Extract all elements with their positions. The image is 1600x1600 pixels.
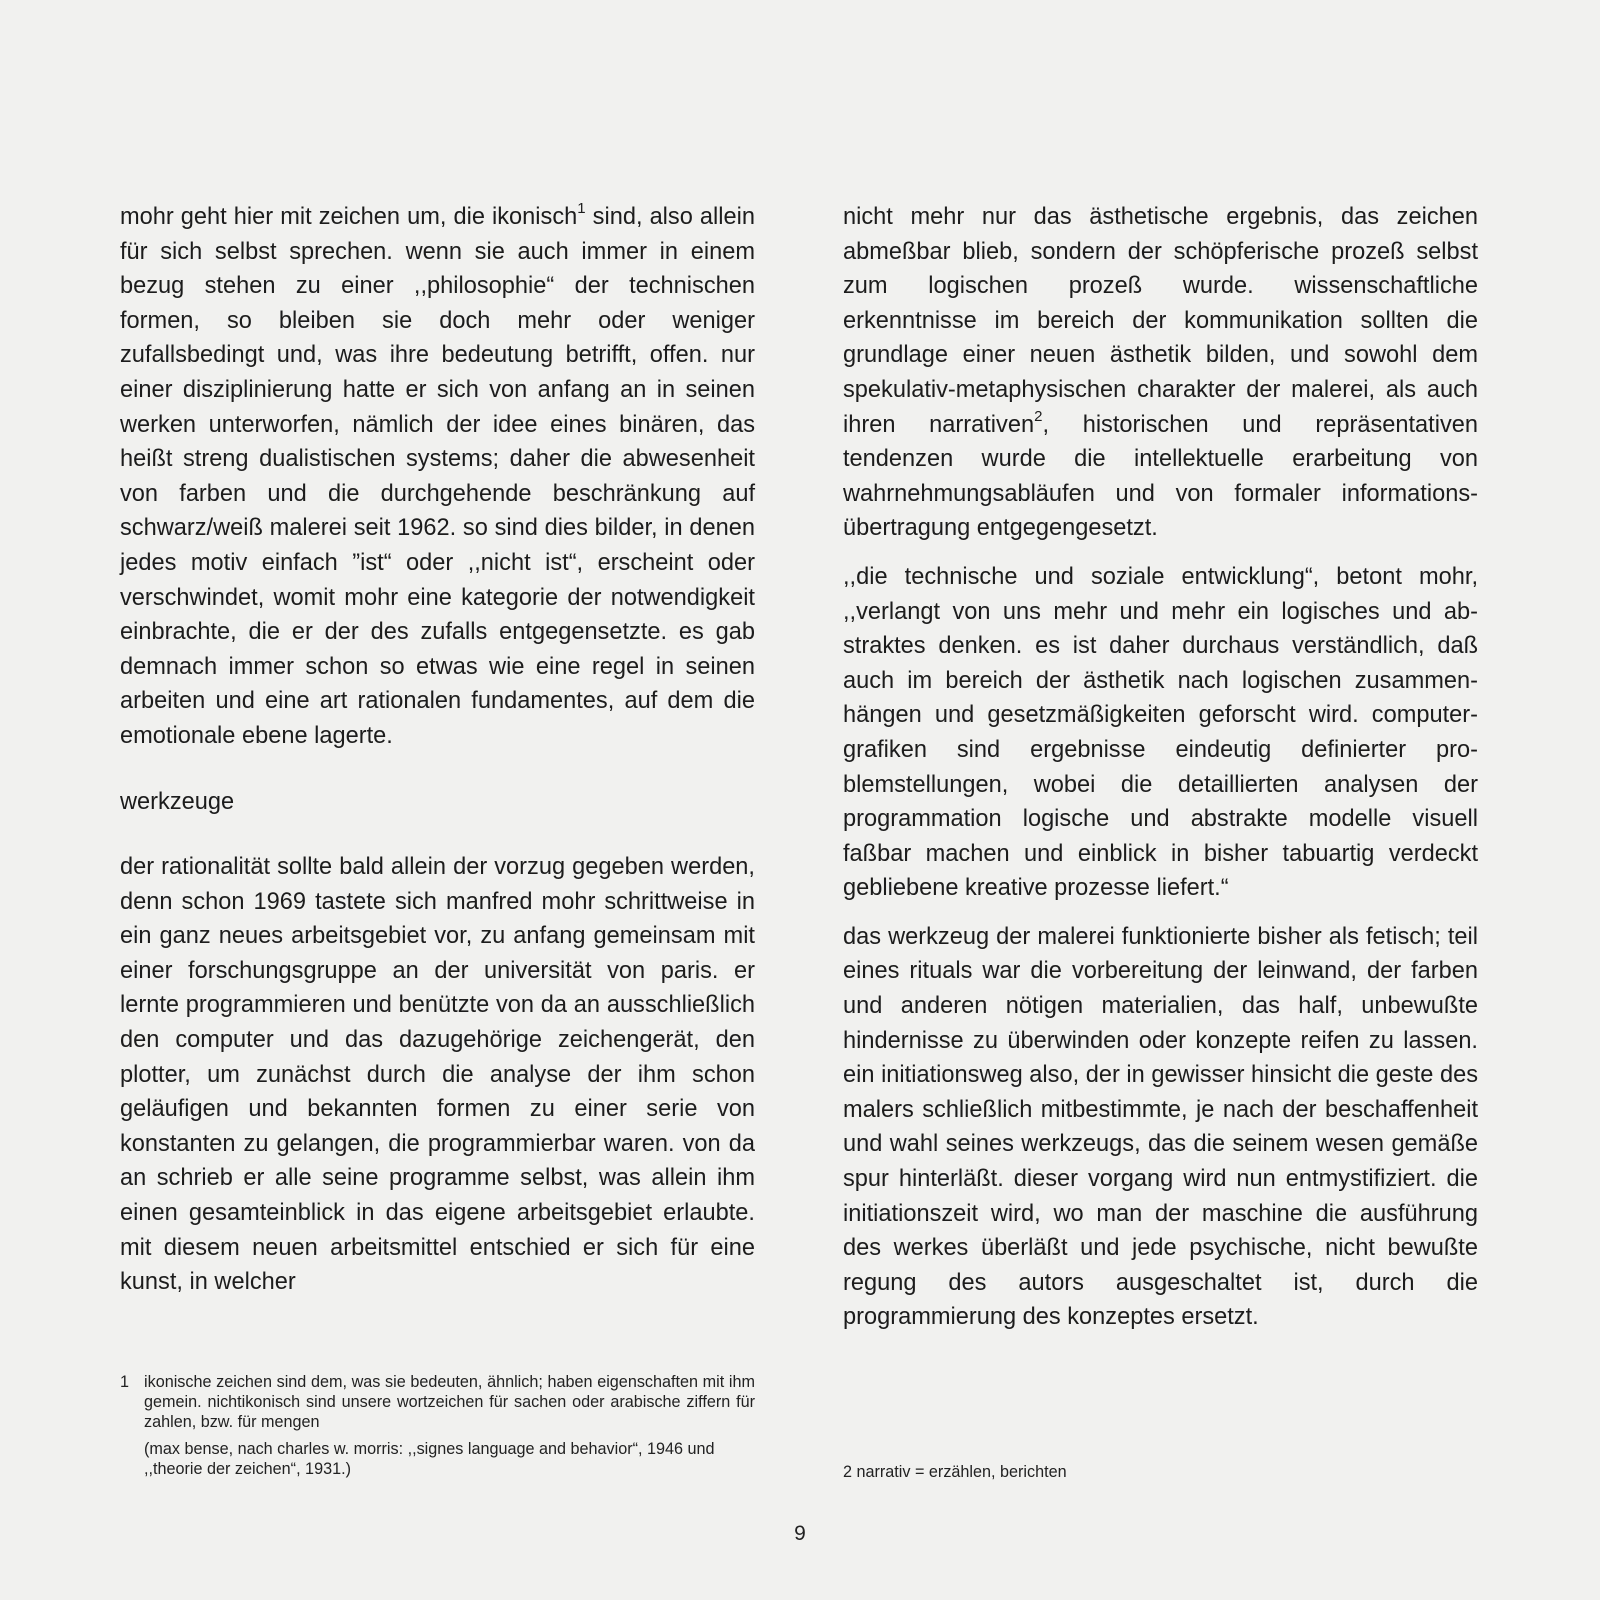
- right-paragraph-3: das werkzeug der malerei funktionierte bisher als fetisch; teil eines rituals war die vorbereitung der leinwand, der farben und anderen nötigen materialien, das half, unbewußte hindernisse zu überwinden oder konzepte reifen zu lassen. ein initiationsweg also, der in gewisser hinsicht die geste des malers schließlich mitbestimmte, je nach der beschaffenheit und wahl seines werkzeugs, das die seinem wesen gemäße spur hinterläßt. dieser vorgang wird nun entmystifiziert. die initiationszeit wird, wo man der maschine die ausführung des werkes überläßt und jede psychische, nicht bewußte regung des autors ausgeschaltet ist, durch die programmierung des konzeptes ersetzt.: [843, 923, 1478, 1331]
- left-paragraph-1-text-a: mohr geht hier mit zeichen um, die ikonisch: [120, 204, 578, 230]
- right-paragraph-1: [843, 200, 1478, 546]
- left-paragraph-2: der rationalität sollte bald allein der vorzug gegeben werden, denn schon 1969 tastete sich manfred mohr schrittweise in ein ganz neues arbeitsgebiet vor, zu anfang gemeinsam mit einer forschungsgruppe an der universität von paris. er lernte programmieren und benützte von da an ausschließlich den computer und das dazugehörige zeichengerät, den plotter, um zunächst durch die analyse der ihm schon geläufigen und bekannten formen zu einer serie von konstanten zu gelangen, die programmierbar waren. von da an schrieb er alle seine programme selbst, was allein ihm einen gesamteinblick in das eigene arbeitsgebiet erlaubte. mit diesem neuen arbeitsmittel entschied er sich für eine kunst, in welcher: [120, 854, 755, 1296]
- footnote-1: [120, 1372, 755, 1479]
- footnote-ref-1: 1: [577, 200, 586, 218]
- footnote-1-text: ikonische zeichen sind dem, was sie bedeuten, ähnlich; haben eigenschaften mit ihm gemein. nichtikonisch sind unsere wortzeichen für sachen oder arabische ziffern für zahlen, bzw. für mengen: [144, 1373, 755, 1431]
- right-column: [843, 200, 1478, 1335]
- left-paragraph-1: [120, 200, 755, 754]
- footnote-ref-2: 2: [1034, 407, 1043, 425]
- section-heading-werkzeuge: werkzeuge: [120, 788, 235, 815]
- left-column: [120, 200, 755, 1300]
- page-number: 9: [794, 1522, 806, 1545]
- right-paragraph-2-quote: ,,die technische und soziale entwicklung“, betont mohr, ,,verlangt von uns mehr und mehr ein logisches und abstraktes denken. es ist daher durchaus verständlich, daß auch im bereich der ästhetik nach logischen zusammenhängen und gesetzmäßigkeiten geforscht wird. computer-grafiken sind ergebnisse eindeutig definierter problemstellungen, wobei die detaillierten analysen der programmation logische und abstrakte modelle visuell faßbar machen und einblick in bisher tabuartig verdeckt gebliebene kreative prozesse liefert.“: [843, 563, 1478, 902]
- footnote-1-number: 1: [120, 1373, 130, 1391]
- right-paragraph-1-text-b: , historischen und repräsentativen tendenzen wurde die intellektuelle erarbeitung von wahrnehmungsabläufen und von formaler informationsübertragung entgegengesetzt.: [843, 411, 1478, 542]
- footnote-2: 2 narrativ = erzählen, berichten: [843, 1463, 1067, 1481]
- right-paragraph-1-text-a: nicht mehr nur das ästhetische ergebnis, das zeichen abmeßbar blieb, sondern der schöpferische prozeß selbst zum logischen prozeß wurde. wissenschaftliche erkenntnisse im bereich der kommunikation sollten die grundlage einer neuen ästhetik bilden, und sowohl dem spekulativ-metaphysischen charakter der malerei, als auch ihren narrativen: [843, 204, 1478, 438]
- footnote-1-source: (max bense, nach charles w. morris: ,,signes language and behavior“, 1946 und ,,theorie der zeichen“, 1931.): [144, 1440, 715, 1478]
- left-paragraph-1-text-b: sind, also allein für sich selbst sprechen. wenn sie auch immer in einem bezug stehen zu einer ,,philosophie“ der technischen formen, so bleiben sie doch mehr oder weniger zufallsbedingt und, was ihre bedeutung betrifft, offen. nur einer disziplinierung hatte er sich von anfang an in seinen werken unterworfen, nämlich der idee eines binären, das heißt streng dualistischen systems; daher die abwesenheit von farben und die durchgehende beschränkung auf schwarz/weiß malerei seit 1962. so sind dies bilder, in denen jedes motiv einfach ”ist“ oder ,,nicht ist“, erscheint oder verschwindet, womit mohr eine kategorie der notwendigkeit einbrachte, die er der des zufalls entgegensetzte. es gab demnach immer schon so etwas wie eine regel in seinen arbeiten und eine art rationalen fundamentes, auf dem die emotionale ebene lagerte.: [120, 204, 755, 749]
